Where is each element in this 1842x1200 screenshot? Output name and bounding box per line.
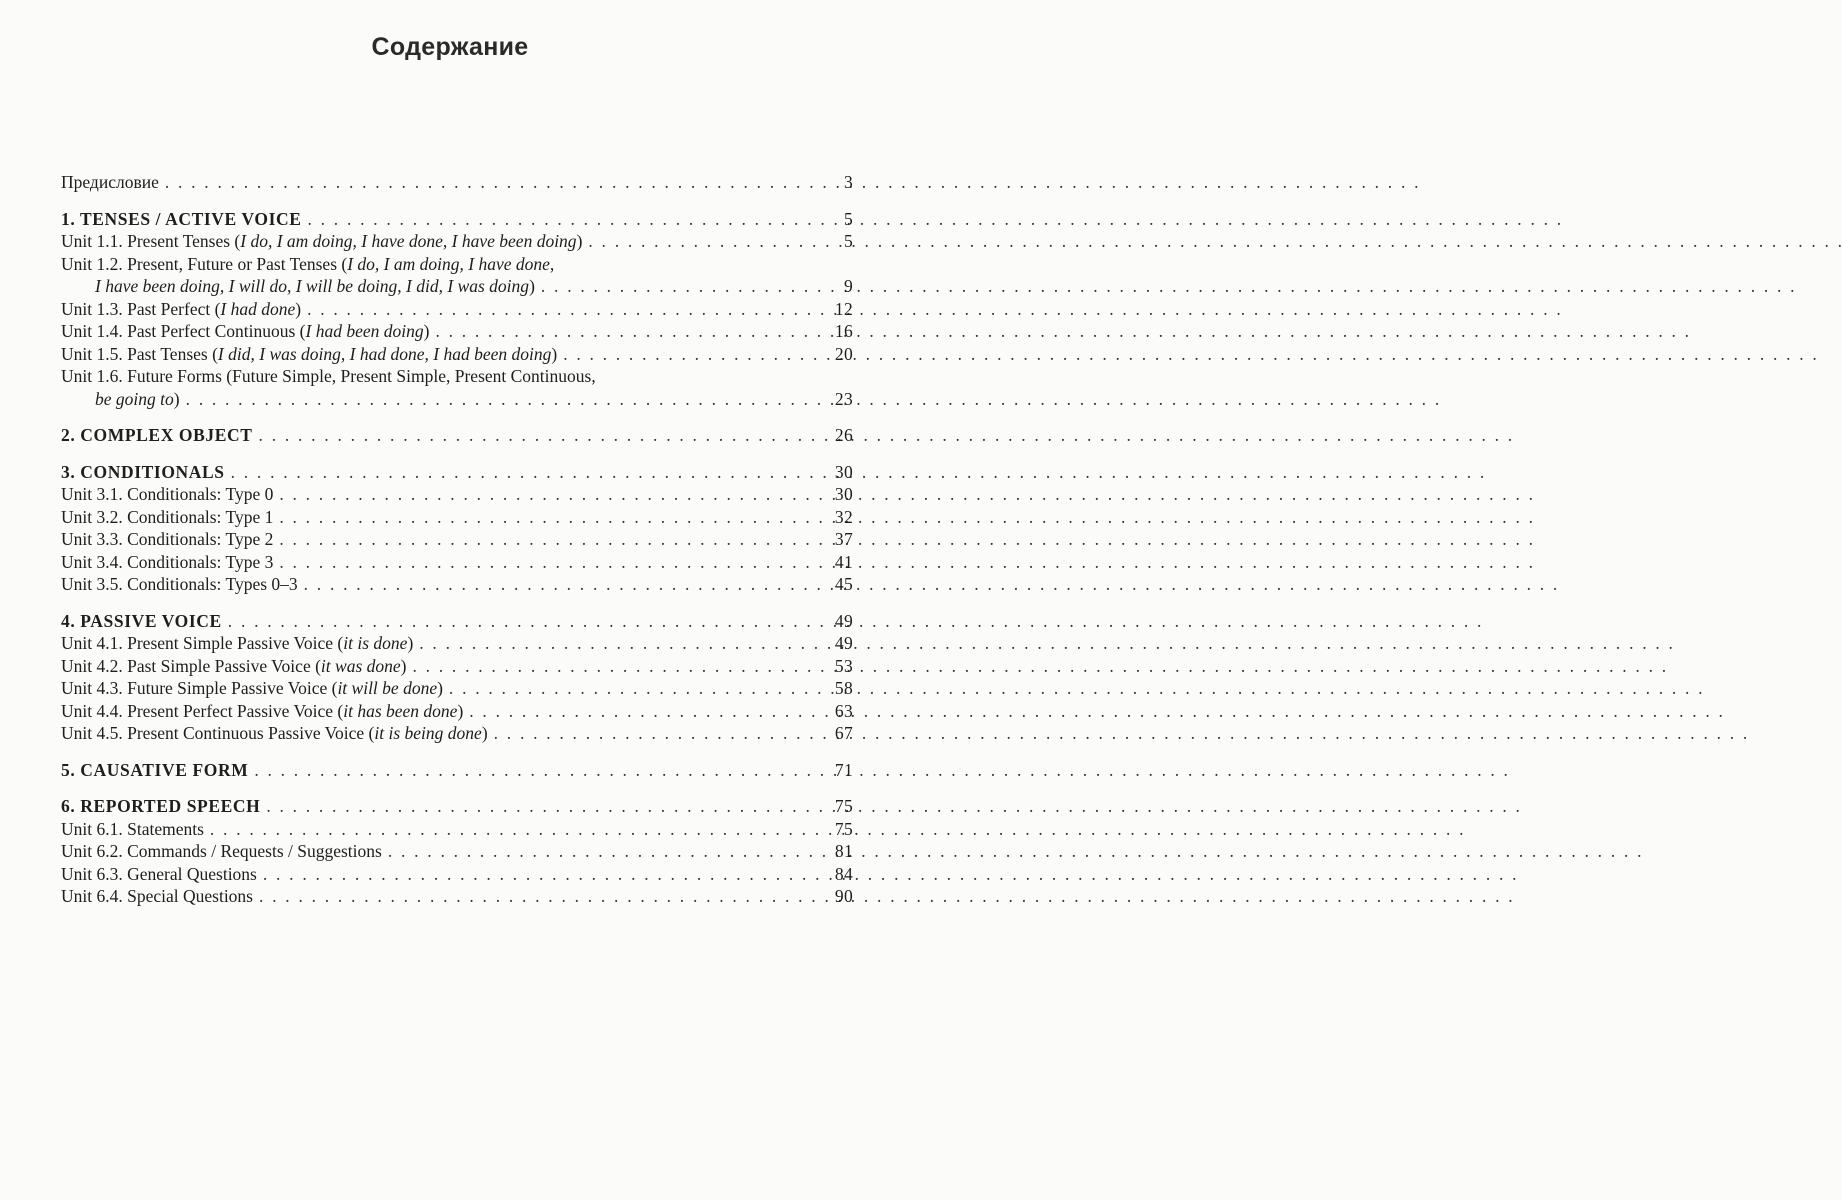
toc-entry-label: Unit 1.4. Past Perfect Continuous (I had been doing) (61, 321, 430, 341)
page-number: 30 (834, 461, 853, 482)
toc-entry-label: Unit 3.5. Conditionals: Types 0–3 (61, 574, 298, 594)
toc-entry-unit-1-6-continued[interactable] (61, 388, 853, 411)
dot-leader (301, 298, 823, 321)
toc-entry-label: Unit 1.2. Present, Future or Past Tenses (I do, I am doing, I have done, (61, 253, 555, 274)
page-title: Содержание (371, 33, 529, 61)
dot-leader (260, 795, 823, 818)
toc-entry-label: Unit 4.1. Present Simple Passive Voice (it is done) (61, 633, 414, 653)
toc-entry-unit-1-5[interactable] (61, 343, 853, 366)
dot-leader (302, 208, 824, 231)
page-number: 37 (834, 529, 853, 549)
dot-leader (180, 388, 823, 411)
page-number: 12 (834, 298, 853, 319)
page-number: 30 (834, 484, 853, 504)
page-number: 84 (834, 863, 853, 884)
toc-entry-label: Unit 1.6. Future Forms (Future Simple, Present Simple, Present Continuous, (61, 366, 596, 386)
dot-leader (406, 655, 823, 678)
toc-entry-unit-6-4[interactable] (61, 885, 853, 908)
page-number: 41 (834, 551, 853, 572)
toc-entry-unit-3-1[interactable] (61, 483, 853, 506)
toc-section-5[interactable] (61, 759, 853, 782)
toc-entry-label: Unit 6.2. Commands / Requests / Suggestions (61, 841, 382, 861)
toc-entry-label: Unit 4.3. Future Simple Passive Voice (it will be done) (61, 678, 443, 698)
toc-entry-unit-6-2[interactable] (61, 840, 853, 863)
dot-leader (273, 483, 823, 506)
dot-leader (382, 840, 823, 863)
toc-entry-unit-1-2[interactable] (61, 253, 853, 276)
toc-entry-unit-6-1[interactable] (61, 818, 853, 841)
section-title: 1. TENSES / ACTIVE VOICE (61, 208, 302, 229)
dot-leader (535, 275, 823, 298)
toc-entry-label: Unit 6.4. Special Questions (61, 886, 253, 906)
toc-entry-unit-1-1[interactable] (61, 230, 853, 253)
page-number: 20 (834, 343, 853, 364)
dot-leader (253, 424, 823, 447)
dot-leader (273, 506, 823, 529)
toc-entry-label: Предисловие (61, 172, 159, 192)
page-number: 49 (834, 633, 853, 653)
toc-section-3[interactable] (61, 461, 853, 484)
page-number: 58 (834, 678, 853, 698)
page-number: 26 (834, 425, 853, 445)
dot-leader (443, 677, 823, 700)
toc-entry-unit-4-3[interactable] (61, 677, 853, 700)
page-number: 9 (843, 276, 853, 296)
page-number: 75 (834, 818, 853, 839)
toc-entry-unit-1-4[interactable] (61, 320, 853, 343)
toc-entry-unit-4-5[interactable] (61, 722, 853, 745)
book-page (0, 0, 900, 1200)
section-title: 4. PASSIVE VOICE (61, 610, 222, 631)
toc-entry-unit-6-3[interactable] (61, 863, 853, 886)
section-title: 6. REPORTED SPEECH (61, 796, 261, 816)
toc-entry-unit-4-1[interactable] (61, 632, 853, 655)
dot-leader (225, 461, 823, 484)
dot-leader (298, 573, 823, 596)
dot-leader (273, 528, 823, 551)
toc-entry-label: Unit 4.5. Present Continuous Passive Voice (it is being done) (61, 723, 488, 743)
toc-entry-unit-1-6[interactable] (61, 365, 853, 388)
toc-entry-label: be going to) (95, 388, 180, 409)
toc-entry-label: Unit 6.1. Statements (61, 818, 204, 839)
toc-entry-unit-3-4[interactable] (61, 551, 853, 574)
toc-entry-unit-3-2[interactable] (61, 506, 853, 529)
toc-entry-label: Unit 6.3. General Questions (61, 863, 257, 884)
page-number: 90 (834, 886, 853, 906)
toc-entry-label: Unit 3.1. Conditionals: Type 0 (61, 484, 274, 504)
toc-entry-label: Unit 1.3. Past Perfect (I had done) (61, 298, 302, 319)
page-number: 63 (834, 700, 853, 721)
toc-entry-unit-1-2-continued[interactable] (61, 275, 853, 298)
dot-leader (582, 230, 823, 253)
toc-entry-label: I have been doing, I will do, I will be doing, I did, I was doing) (95, 276, 535, 296)
toc-entry-label: Unit 3.3. Conditionals: Type 2 (61, 529, 274, 549)
page-number: 67 (834, 723, 853, 743)
page-number: 5 (843, 208, 853, 229)
page-number: 45 (834, 574, 853, 594)
dot-leader (413, 632, 823, 655)
section-title: 5. CAUSATIVE FORM (61, 759, 249, 780)
dot-leader (253, 885, 823, 908)
toc-entry-label: Unit 4.4. Present Perfect Passive Voice (it has been done) (61, 700, 464, 721)
page-number: 75 (834, 796, 853, 816)
toc-entry-label: Unit 1.1. Present Tenses (I do, I am doing, I have done, I have been doing) (61, 231, 583, 251)
toc-entry-label: Unit 3.2. Conditionals: Type 1 (61, 506, 274, 527)
dot-leader (429, 320, 823, 343)
dot-leader (248, 759, 823, 782)
dot-leader (463, 700, 823, 723)
toc-section-4[interactable] (61, 610, 853, 633)
toc-entry-label: Unit 3.4. Conditionals: Type 3 (61, 551, 274, 572)
toc-entry-label: Unit 4.2. Past Simple Passive Voice (it was done) (61, 655, 407, 676)
toc-entry-preface[interactable] (61, 171, 853, 194)
page-number: 5 (843, 231, 853, 251)
page-number: 32 (834, 506, 853, 527)
section-title: 3. CONDITIONALS (61, 461, 225, 482)
toc-entry-unit-3-5[interactable] (61, 573, 853, 596)
page-number: 3 (843, 172, 853, 192)
toc-entry-unit-1-3[interactable] (61, 298, 853, 321)
dot-leader (222, 610, 823, 633)
page-number: 71 (834, 759, 853, 780)
dot-leader (204, 818, 823, 841)
dot-leader (257, 863, 823, 886)
dot-leader (159, 171, 823, 194)
dot-leader (273, 551, 823, 574)
toc-entry-unit-4-4[interactable] (61, 700, 853, 723)
toc-section-6[interactable] (61, 795, 853, 818)
page-number: 49 (834, 610, 853, 631)
toc-entry-unit-4-2[interactable] (61, 655, 853, 678)
page-number: 16 (834, 321, 853, 341)
table-of-contents (61, 171, 853, 908)
toc-entry-label: Unit 1.5. Past Tenses (I did, I was doing, I had done, I had been doing) (61, 343, 558, 364)
page-number: 53 (834, 655, 853, 676)
section-title: 2. COMPLEX OBJECT (61, 425, 253, 445)
page-number: 23 (834, 388, 853, 409)
dot-leader (557, 343, 823, 366)
toc-section-2[interactable] (61, 424, 853, 447)
toc-entry-unit-3-3[interactable] (61, 528, 853, 551)
toc-section-1[interactable] (61, 208, 853, 231)
page-number: 81 (834, 841, 853, 861)
dot-leader (488, 722, 823, 745)
